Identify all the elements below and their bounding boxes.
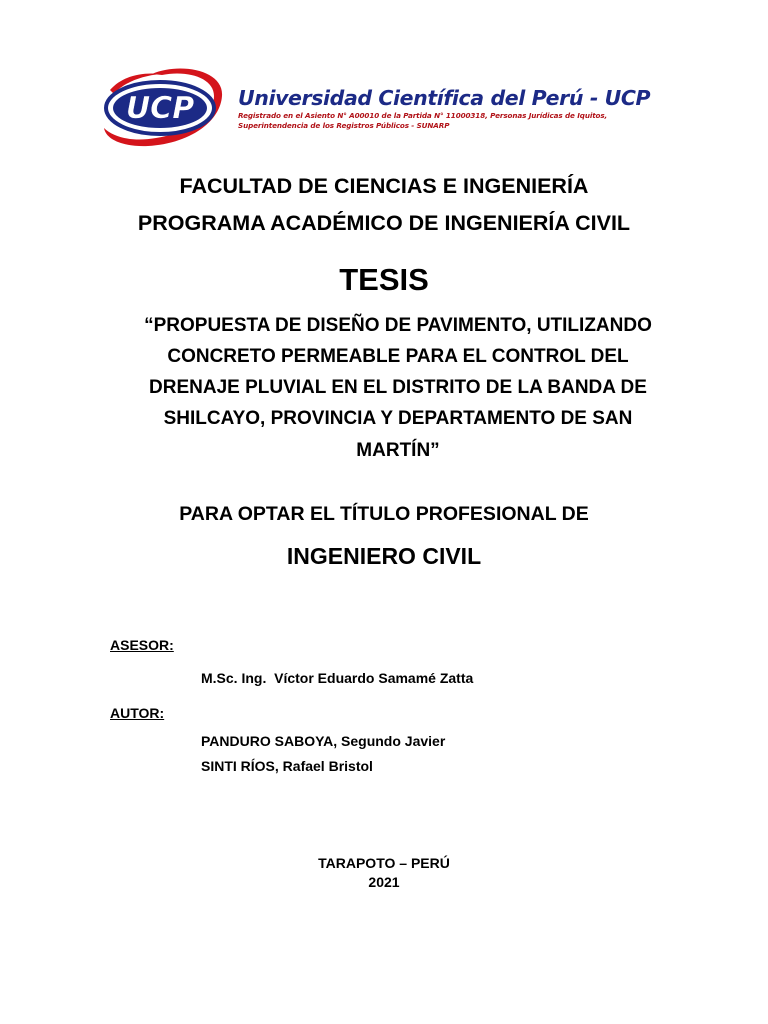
faculty-heading: FACULTAD DE CIENCIAS E INGENIERÍA xyxy=(179,174,589,198)
author-name: PANDURO SABOYA, Segundo Javier xyxy=(201,733,446,749)
document-type: TESIS xyxy=(339,262,429,297)
registration-line-2: Superintendencia de los Registros Públicos - SUNARP xyxy=(238,121,450,130)
degree-title: INGENIERO CIVIL xyxy=(286,543,482,569)
university-name: Universidad Científica del Perú - UCP xyxy=(238,86,651,110)
registration-line-1: Registrado en el Asiento N° A00010 de la Partida N° 11000318, Personas Jurídicas de Iquitos, xyxy=(238,111,608,120)
place: TARAPOTO – PERÚ xyxy=(318,855,450,871)
thesis-title-line: SHILCAYO, PROVINCIA Y DEPARTAMENTO DE SAN xyxy=(163,408,633,429)
thesis-title-line: MARTÍN” xyxy=(356,440,440,461)
degree-intro: PARA OPTAR EL TÍTULO PROFESIONAL DE xyxy=(179,503,589,525)
program-heading: PROGRAMA ACADÉMICO DE INGENIERÍA CIVIL xyxy=(137,211,631,235)
author-name: SINTI RÍOS, Rafael Bristol xyxy=(201,758,373,774)
logo-text: UCP xyxy=(125,91,195,126)
thesis-title-line: CONCRETO PERMEABLE PARA EL CONTROL DEL xyxy=(167,346,629,367)
thesis-title-line: “PROPUESTA DE DISEÑO DE PAVIMENTO, UTILIZANDO xyxy=(144,315,652,336)
year: 2021 xyxy=(368,874,400,890)
author-label: AUTOR: xyxy=(110,705,165,721)
thesis-title-line: DRENAJE PLUVIAL EN EL DISTRITO DE LA BANDA DE xyxy=(149,377,647,398)
advisor-label: ASESOR: xyxy=(110,637,174,653)
advisor-name: M.Sc. Ing. Víctor Eduardo Samamé Zatta xyxy=(201,670,474,686)
university-header xyxy=(100,66,660,150)
ucp-logo xyxy=(100,66,236,150)
ucp-logo-emblem xyxy=(100,66,236,150)
